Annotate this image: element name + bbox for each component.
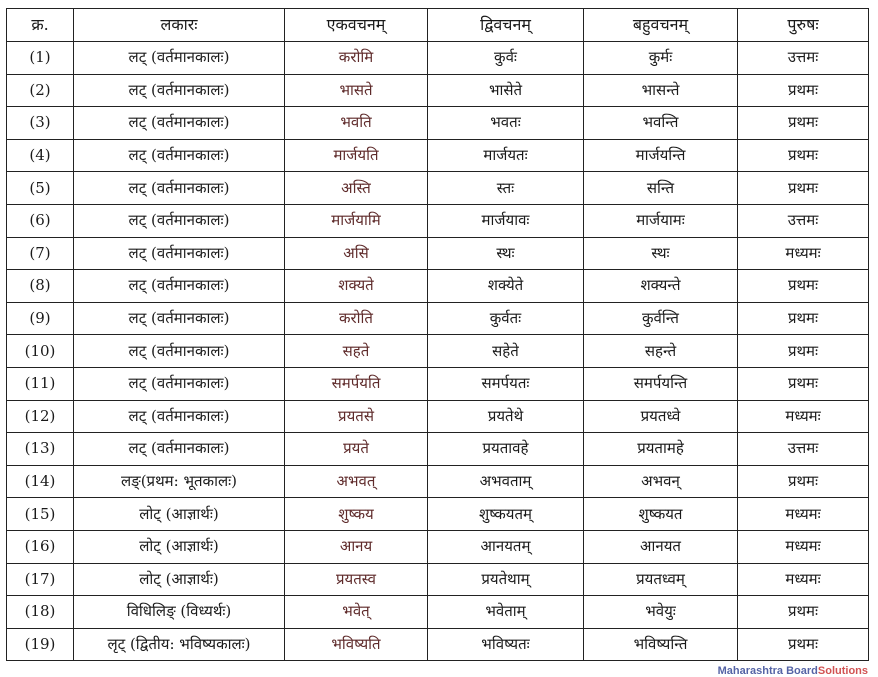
watermark [718,665,868,677]
ekavachana-cell: करोमि [285,42,428,75]
row-number: (4) [7,139,74,172]
ekavachana-cell: अस्ति [285,172,428,205]
dvivachana-cell: शक्येते [428,270,584,303]
bahuvachana-cell: प्रयतामहे [584,433,738,466]
table-row [7,237,869,270]
dvivachana-cell: कुर्वतः [428,302,584,335]
row-number: (6) [7,204,74,237]
dvivachana-cell: भवेताम् [428,596,584,629]
lakara-cell: विधिलिङ् (विध्यर्थः) [74,596,285,629]
row-number: (12) [7,400,74,433]
dvivachana-cell: अभवताम् [428,465,584,498]
bahuvachana-cell: अभवन् [584,465,738,498]
table-row [7,107,869,140]
bahuvachana-cell: शुष्कयत [584,498,738,531]
bahuvachana-cell: सन्ति [584,172,738,205]
bahuvachana-cell: स्थः [584,237,738,270]
lakara-cell: लट् (वर्तमानकालः) [74,139,285,172]
row-number: (7) [7,237,74,270]
lakara-cell: लट् (वर्तमानकालः) [74,270,285,303]
ekavachana-cell: प्रयते [285,433,428,466]
row-number: (11) [7,367,74,400]
header-bahuvachana: बहुवचनम् [584,9,738,42]
header-num: क्र. [7,9,74,42]
ekavachana-cell: शुष्कय [285,498,428,531]
dvivachana-cell: प्रयतावहे [428,433,584,466]
lakara-cell: लट् (वर्तमानकालः) [74,400,285,433]
purusha-cell: उत्तमः [738,204,869,237]
row-number: (19) [7,628,74,661]
purusha-cell: प्रथमः [738,628,869,661]
dvivachana-cell: स्तः [428,172,584,205]
purusha-cell: मध्यमः [738,237,869,270]
row-number: (9) [7,302,74,335]
table-row [7,563,869,596]
lakara-cell: लोट् (आज्ञार्थः) [74,563,285,596]
dvivachana-cell: भासेते [428,74,584,107]
bahuvachana-cell: भवन्ति [584,107,738,140]
table-row [7,465,869,498]
purusha-cell: उत्तमः [738,42,869,75]
ekavachana-cell: अभवत् [285,465,428,498]
dvivachana-cell: भविष्यतः [428,628,584,661]
purusha-cell: प्रथमः [738,302,869,335]
table-row [7,302,869,335]
dvivachana-cell: सहेते [428,335,584,368]
ekavachana-cell: सहते [285,335,428,368]
table-row [7,498,869,531]
table-body [7,42,869,661]
ekavachana-cell: प्रयतसे [285,400,428,433]
table-row [7,400,869,433]
lakara-cell: लट् (वर्तमानकालः) [74,433,285,466]
row-number: (10) [7,335,74,368]
bahuvachana-cell: समर्पयन्ति [584,367,738,400]
dvivachana-cell: भवतः [428,107,584,140]
ekavachana-cell: भवेत् [285,596,428,629]
row-number: (3) [7,107,74,140]
purusha-cell: मध्यमः [738,400,869,433]
watermark-suffix: Solutions [817,665,868,677]
purusha-cell: प्रथमः [738,367,869,400]
lakara-cell: लट् (वर्तमानकालः) [74,172,285,205]
table-row [7,628,869,661]
bahuvachana-cell: प्रयतध्वे [584,400,738,433]
table-row [7,74,869,107]
bahuvachana-cell: भविष्यन्ति [584,628,738,661]
lakara-cell: लट् (वर्तमानकालः) [74,237,285,270]
row-number: (16) [7,530,74,563]
bahuvachana-cell: सहन्ते [584,335,738,368]
ekavachana-cell: प्रयतस्व [285,563,428,596]
bahuvachana-cell: भवेयुः [584,596,738,629]
purusha-cell: प्रथमः [738,596,869,629]
dvivachana-cell: आनयतम् [428,530,584,563]
table-row [7,596,869,629]
lakara-cell: लट् (वर्तमानकालः) [74,335,285,368]
bahuvachana-cell: प्रयतध्वम् [584,563,738,596]
table-row [7,433,869,466]
row-number: (5) [7,172,74,205]
watermark-prefix: Maharashtra [717,665,784,677]
ekavachana-cell: असि [285,237,428,270]
header-purusha: पुरुषः [738,9,869,42]
purusha-cell: प्रथमः [738,139,869,172]
ekavachana-cell: आनय [285,530,428,563]
ekavachana-cell: करोति [285,302,428,335]
purusha-cell: प्रथमः [738,172,869,205]
purusha-cell: प्रथमः [738,465,869,498]
dvivachana-cell: मार्जयावः [428,204,584,237]
bahuvachana-cell: भासन्ते [584,74,738,107]
purusha-cell: मध्यमः [738,498,869,531]
ekavachana-cell: भवति [285,107,428,140]
row-number: (1) [7,42,74,75]
header-row [7,9,869,42]
row-number: (18) [7,596,74,629]
bahuvachana-cell: मार्जयामः [584,204,738,237]
lakara-cell: लट् (वर्तमानकालः) [74,42,285,75]
lakara-cell: लट् (वर्तमानकालः) [74,74,285,107]
ekavachana-cell: भासते [285,74,428,107]
dvivachana-cell: मार्जयतः [428,139,584,172]
dvivachana-cell: प्रयतेथाम् [428,563,584,596]
ekavachana-cell: समर्पयति [285,367,428,400]
ekavachana-cell: मार्जयति [285,139,428,172]
bahuvachana-cell: शक्यन्ते [584,270,738,303]
purusha-cell: प्रथमः [738,74,869,107]
lakara-cell: लट् (वर्तमानकालः) [74,367,285,400]
header-lakara: लकारः [74,9,285,42]
watermark-mid: Board [786,665,818,677]
dvivachana-cell: स्थः [428,237,584,270]
dvivachana-cell: कुर्वः [428,42,584,75]
dvivachana-cell: प्रयतेथे [428,400,584,433]
lakara-cell: लोट् (आज्ञार्थः) [74,530,285,563]
table-row [7,335,869,368]
dvivachana-cell: शुष्कयतम् [428,498,584,531]
ekavachana-cell: मार्जयामि [285,204,428,237]
dvivachana-cell: समर्पयतः [428,367,584,400]
bahuvachana-cell: कुर्मः [584,42,738,75]
table-row [7,530,869,563]
lakara-cell: लट् (वर्तमानकालः) [74,204,285,237]
purusha-cell: उत्तमः [738,433,869,466]
purusha-cell: मध्यमः [738,530,869,563]
ekavachana-cell: भविष्यति [285,628,428,661]
row-number: (13) [7,433,74,466]
lakara-cell: लट् (वर्तमानकालः) [74,302,285,335]
row-number: (14) [7,465,74,498]
row-number: (17) [7,563,74,596]
table-row [7,139,869,172]
table-row [7,204,869,237]
bahuvachana-cell: मार्जयन्ति [584,139,738,172]
header-ekavachana: एकवचनम् [285,9,428,42]
row-number: (8) [7,270,74,303]
purusha-cell: प्रथमः [738,335,869,368]
purusha-cell: प्रथमः [738,107,869,140]
bahuvachana-cell: आनयत [584,530,738,563]
table-row [7,367,869,400]
header-dvivachana: द्विवचनम् [428,9,584,42]
conjugation-table [6,8,869,661]
purusha-cell: प्रथमः [738,270,869,303]
table-row [7,270,869,303]
ekavachana-cell: शक्यते [285,270,428,303]
lakara-cell: लङ्(प्रथम: भूतकालः) [74,465,285,498]
bahuvachana-cell: कुर्वन्ति [584,302,738,335]
lakara-cell: लृट् (द्वितीय: भविष्यकालः) [74,628,285,661]
purusha-cell: मध्यमः [738,563,869,596]
table-row [7,172,869,205]
row-number: (2) [7,74,74,107]
row-number: (15) [7,498,74,531]
table-row [7,42,869,75]
lakara-cell: लट् (वर्तमानकालः) [74,107,285,140]
lakara-cell: लोट् (आज्ञार्थः) [74,498,285,531]
